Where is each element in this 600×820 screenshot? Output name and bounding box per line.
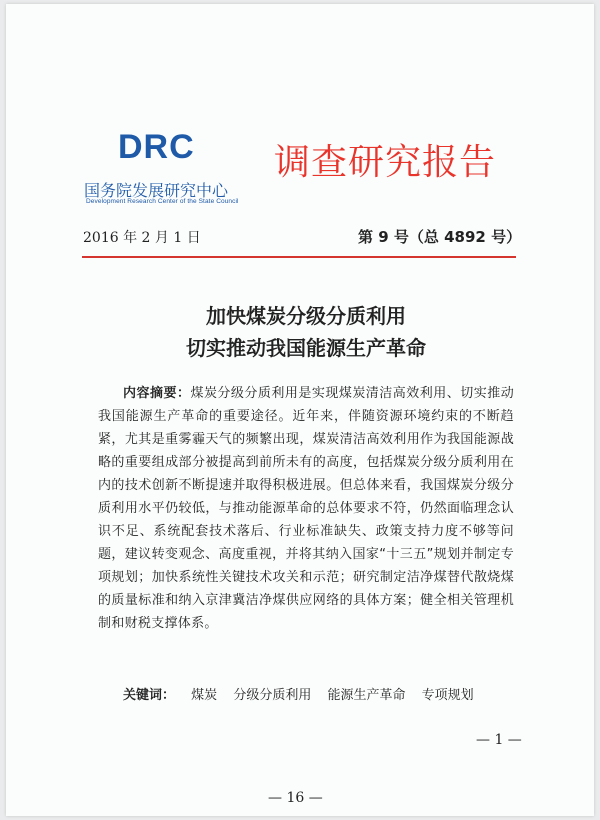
header-divider [82, 256, 516, 258]
abstract [98, 382, 514, 635]
keywords [123, 684, 474, 703]
abstract-label: 内容摘要： [123, 386, 191, 401]
org-name-cn: 国务院发展研究中心 [84, 181, 229, 200]
drc-logo: DRC [118, 128, 195, 166]
title-line-2: 切实推动我国能源生产革命 [186, 336, 426, 360]
title-line-1: 加快煤炭分级分质利用 [206, 304, 406, 328]
abstract-text: 煤炭分级分质利用是实现煤炭清洁高效利用、切实推动我国能源生产革命的重要途径。近年来，伴随资源环境约束的不断趋紧，尤其是重雾霾天气的频繁出现，煤炭清洁高效利用作为我国能源战略的重要组成部分被提高到前所未有的高度，包括煤炭分级分质利用在内的技术创新不断提速并取得积极进展。但总体来看，我国煤炭分级分质利用水平仍较低，与推动能源革命的总体要求不符，仍然面临理念认识不足、系统配套技术落后、行业标准缺失、政策支持力度不够等问题，建议转变观念、高度重视，并将其纳入国家“十三五”规划并制定专项规划；加快系统性关键技术攻关和示范；研究制定洁净煤替代散烧煤的质量标准和纳入京津冀洁净煤供应网络的具体方案；健全相关管理机制和财税支撑体系。 [98, 386, 514, 631]
report-date: 2016 年 2 月 1 日 [83, 230, 201, 246]
page-number-inner: — 1 — [476, 732, 522, 748]
keywords-label: 关键词： [123, 688, 176, 703]
org-name-en: Development Research Center of the State Council [86, 198, 239, 205]
issue-number: 第 9 号（总 4892 号） [358, 228, 522, 246]
page-number-outer: — 16 — [268, 790, 323, 806]
keyword-item: 分级分质利用 [233, 688, 312, 703]
report-type-heading: 调查研究报告 [274, 142, 497, 183]
document-page [6, 4, 594, 816]
keyword-item: 能源生产革命 [327, 688, 406, 703]
keyword-item: 煤炭 [191, 688, 218, 703]
keyword-item: 专项规划 [421, 688, 474, 703]
